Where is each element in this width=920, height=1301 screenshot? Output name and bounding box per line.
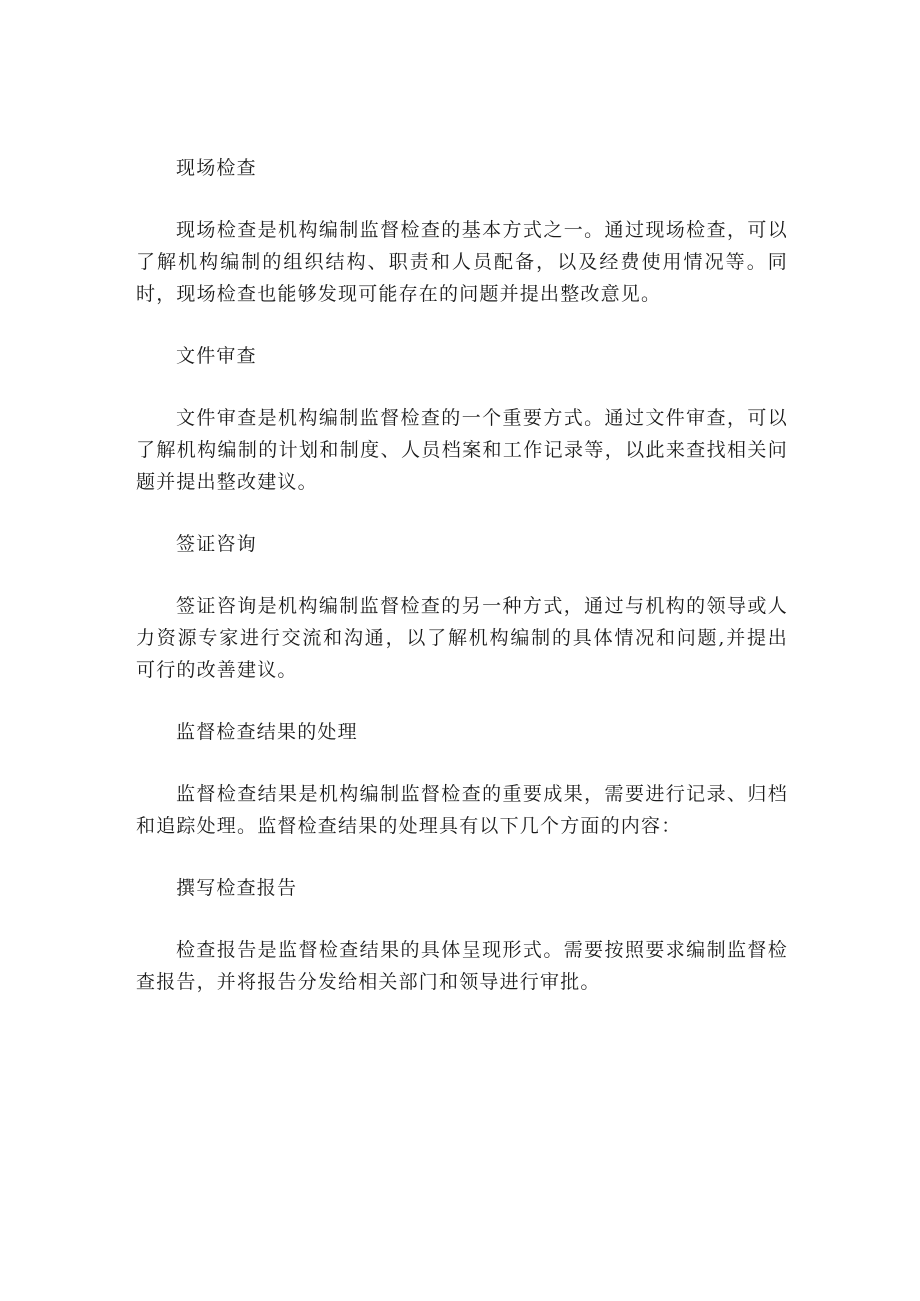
section-heading-document-review: 文件审查	[176, 345, 257, 367]
section-paragraph-document-review: 文件审查是机构编制监督检查的一个重要方式。通过文件审查，可以了解机构编制的计划和制度、人员档案和工作记录等，以此来查找相关问题并提出整改建议。	[136, 407, 788, 493]
section-paragraph-result-handling: 监督检查结果是机构编制监督检查的重要成果，需要进行记录、归档和追踪处理。监督检查结果的处理具有以下几个方面的内容：	[136, 783, 788, 837]
section-paragraph-inspection-report: 检查报告是监督检查结果的具体呈现形式。需要按照要求编制监督检查报告，并将报告分发给相关部门和领导进行审批。	[136, 939, 788, 993]
document-body	[136, 152, 788, 1028]
section-paragraph-onsite-inspection: 现场检查是机构编制监督检查的基本方式之一。通过现场检查，可以了解机构编制的组织结构、职责和人员配备，以及经费使用情况等。同时，现场检查也能够发现可能存在的问题并提出整改意见。	[136, 219, 788, 305]
section-heading-onsite-inspection: 现场检查	[176, 157, 257, 179]
section-heading-inspection-report: 撰写检查报告	[176, 877, 298, 899]
section-heading-consultation: 签证咨询	[176, 533, 257, 555]
section-paragraph-consultation: 签证咨询是机构编制监督检查的另一种方式，通过与机构的领导或人力资源专家进行交流和沟通，以了解机构编制的具体情况和问题,并提出可行的改善建议。	[136, 595, 788, 681]
section-heading-result-handling: 监督检查结果的处理	[176, 721, 358, 743]
